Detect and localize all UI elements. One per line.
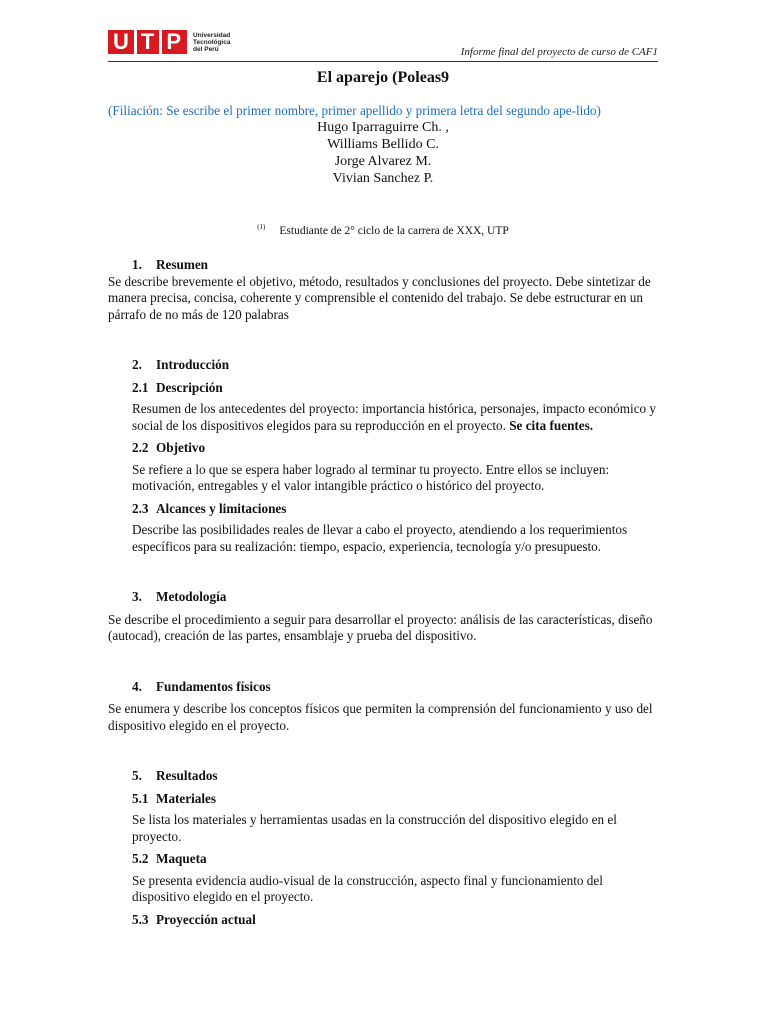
logo-letter-t: T xyxy=(140,29,156,54)
logo-separator xyxy=(159,30,162,54)
subsection-body-materiales: Se lista los materiales y herramientas usadas en la construcción del dispositivo elegido en el proyecto. xyxy=(132,812,617,844)
subsection-heading-proyeccion: 5.3 Proyección actual xyxy=(132,911,256,927)
logo-letter-p: P xyxy=(166,29,183,54)
section-heading-resultados: 5. Resultados xyxy=(132,768,218,784)
affiliation xyxy=(108,219,658,239)
author-list xyxy=(108,119,658,187)
affiliation-mark: (1) xyxy=(257,223,266,231)
author-name: Hugo Iparraguirre Ch. , xyxy=(317,120,449,135)
section-heading-metodologia: 3. Metodología xyxy=(132,589,227,605)
author-name: Vivian Sanchez P. xyxy=(332,171,434,186)
subsection-body-descripcion: Resumen de los antecedentes del proyecto: importancia histórica, personajes, impacto económico y social de los dispositivos elegidos para su reproducción en el proyecto. Se cita fuentes. xyxy=(132,401,657,433)
document-body xyxy=(108,70,658,933)
logo-text xyxy=(193,32,230,53)
header-divider xyxy=(108,61,658,62)
logo-separator xyxy=(134,30,137,54)
subsection-body-maqueta: Se presenta evidencia audio-visual de la construcción, aspecto final y funcionamiento del dispositivo elegido en el proyecto. xyxy=(132,872,603,905)
logo-text-line: Tecnológica xyxy=(193,38,231,46)
header-doc-title: Informe final del proyecto de curso de CAF1 xyxy=(460,46,658,58)
subsection-heading-descripcion: 2.1 Descripción xyxy=(132,379,223,395)
subsection-heading-alcances: 2.3 Alcances y limitaciones xyxy=(132,500,287,516)
logo-mark xyxy=(108,30,187,54)
logo-text-line: Universidad xyxy=(193,31,231,39)
logo-text-line: del Perú xyxy=(193,45,219,53)
cite-sources-note: Se cita fuentes. xyxy=(509,417,594,433)
logo-letter-u: U xyxy=(113,29,130,54)
author-name: Williams Bellido C. xyxy=(327,137,439,152)
subsection-body-alcances: Describe las posibilidades reales de llevar a cabo el proyecto, atendiendo a los requerimientos específicos para su realización: tiempo, espacio, experiencia, tecnología y/o presupuesto. xyxy=(132,522,628,554)
author-name: Jorge Alvarez M. xyxy=(334,154,432,169)
section-body-fundamentos: Se enumera y describe los conceptos físicos que permiten la comprensión del funcionamiento y uso del dispositivo elegido en el proyecto. xyxy=(108,701,653,733)
page-header xyxy=(108,28,658,62)
section-heading-resumen: 1. Resumen xyxy=(132,257,209,273)
section-heading-introduccion: 2. Introducción xyxy=(132,357,230,373)
document-title: El aparejo (Poleas9 xyxy=(316,69,450,86)
subsection-heading-materiales: 5.1 Materiales xyxy=(132,790,217,806)
section-heading-fundamentos: 4. Fundamentos físicos xyxy=(132,678,271,694)
affiliation-text: Estudiante de 2° ciclo de la carrera de XXX, UTP xyxy=(279,224,509,237)
subsection-heading-maqueta: 5.2 Maqueta xyxy=(132,851,207,867)
section-body-resumen: Se describe brevemente el objetivo, método, resultados y conclusiones del proyecto. Debe sintetizar de manera precisa, concisa, coherente y comprensible el contenido del trabajo. Se debe estructurar en un párrafo de no más de 120 palabras xyxy=(108,273,651,322)
subsection-heading-objetivo: 2.2 Objetivo xyxy=(132,440,206,456)
utp-logo xyxy=(108,28,230,56)
subsection-body-objetivo: Se refiere a lo que se espera haber logrado al terminar tu proyecto. Entre ellos se incluyen: motivación, entregables y el valor intangible práctico o histórico del proyecto. xyxy=(132,461,610,494)
section-body-metodologia: Se describe el procedimiento a seguir para desarrollar el proyecto: análisis de las características, diseño (autocad), creación de las partes, ensamblaje y prueba del dispositivo. xyxy=(108,611,653,644)
filiation-note: (Filiación: Se escribe el primer nombre, primer apellido y primera letra del segundo ape-lido) xyxy=(108,102,601,118)
